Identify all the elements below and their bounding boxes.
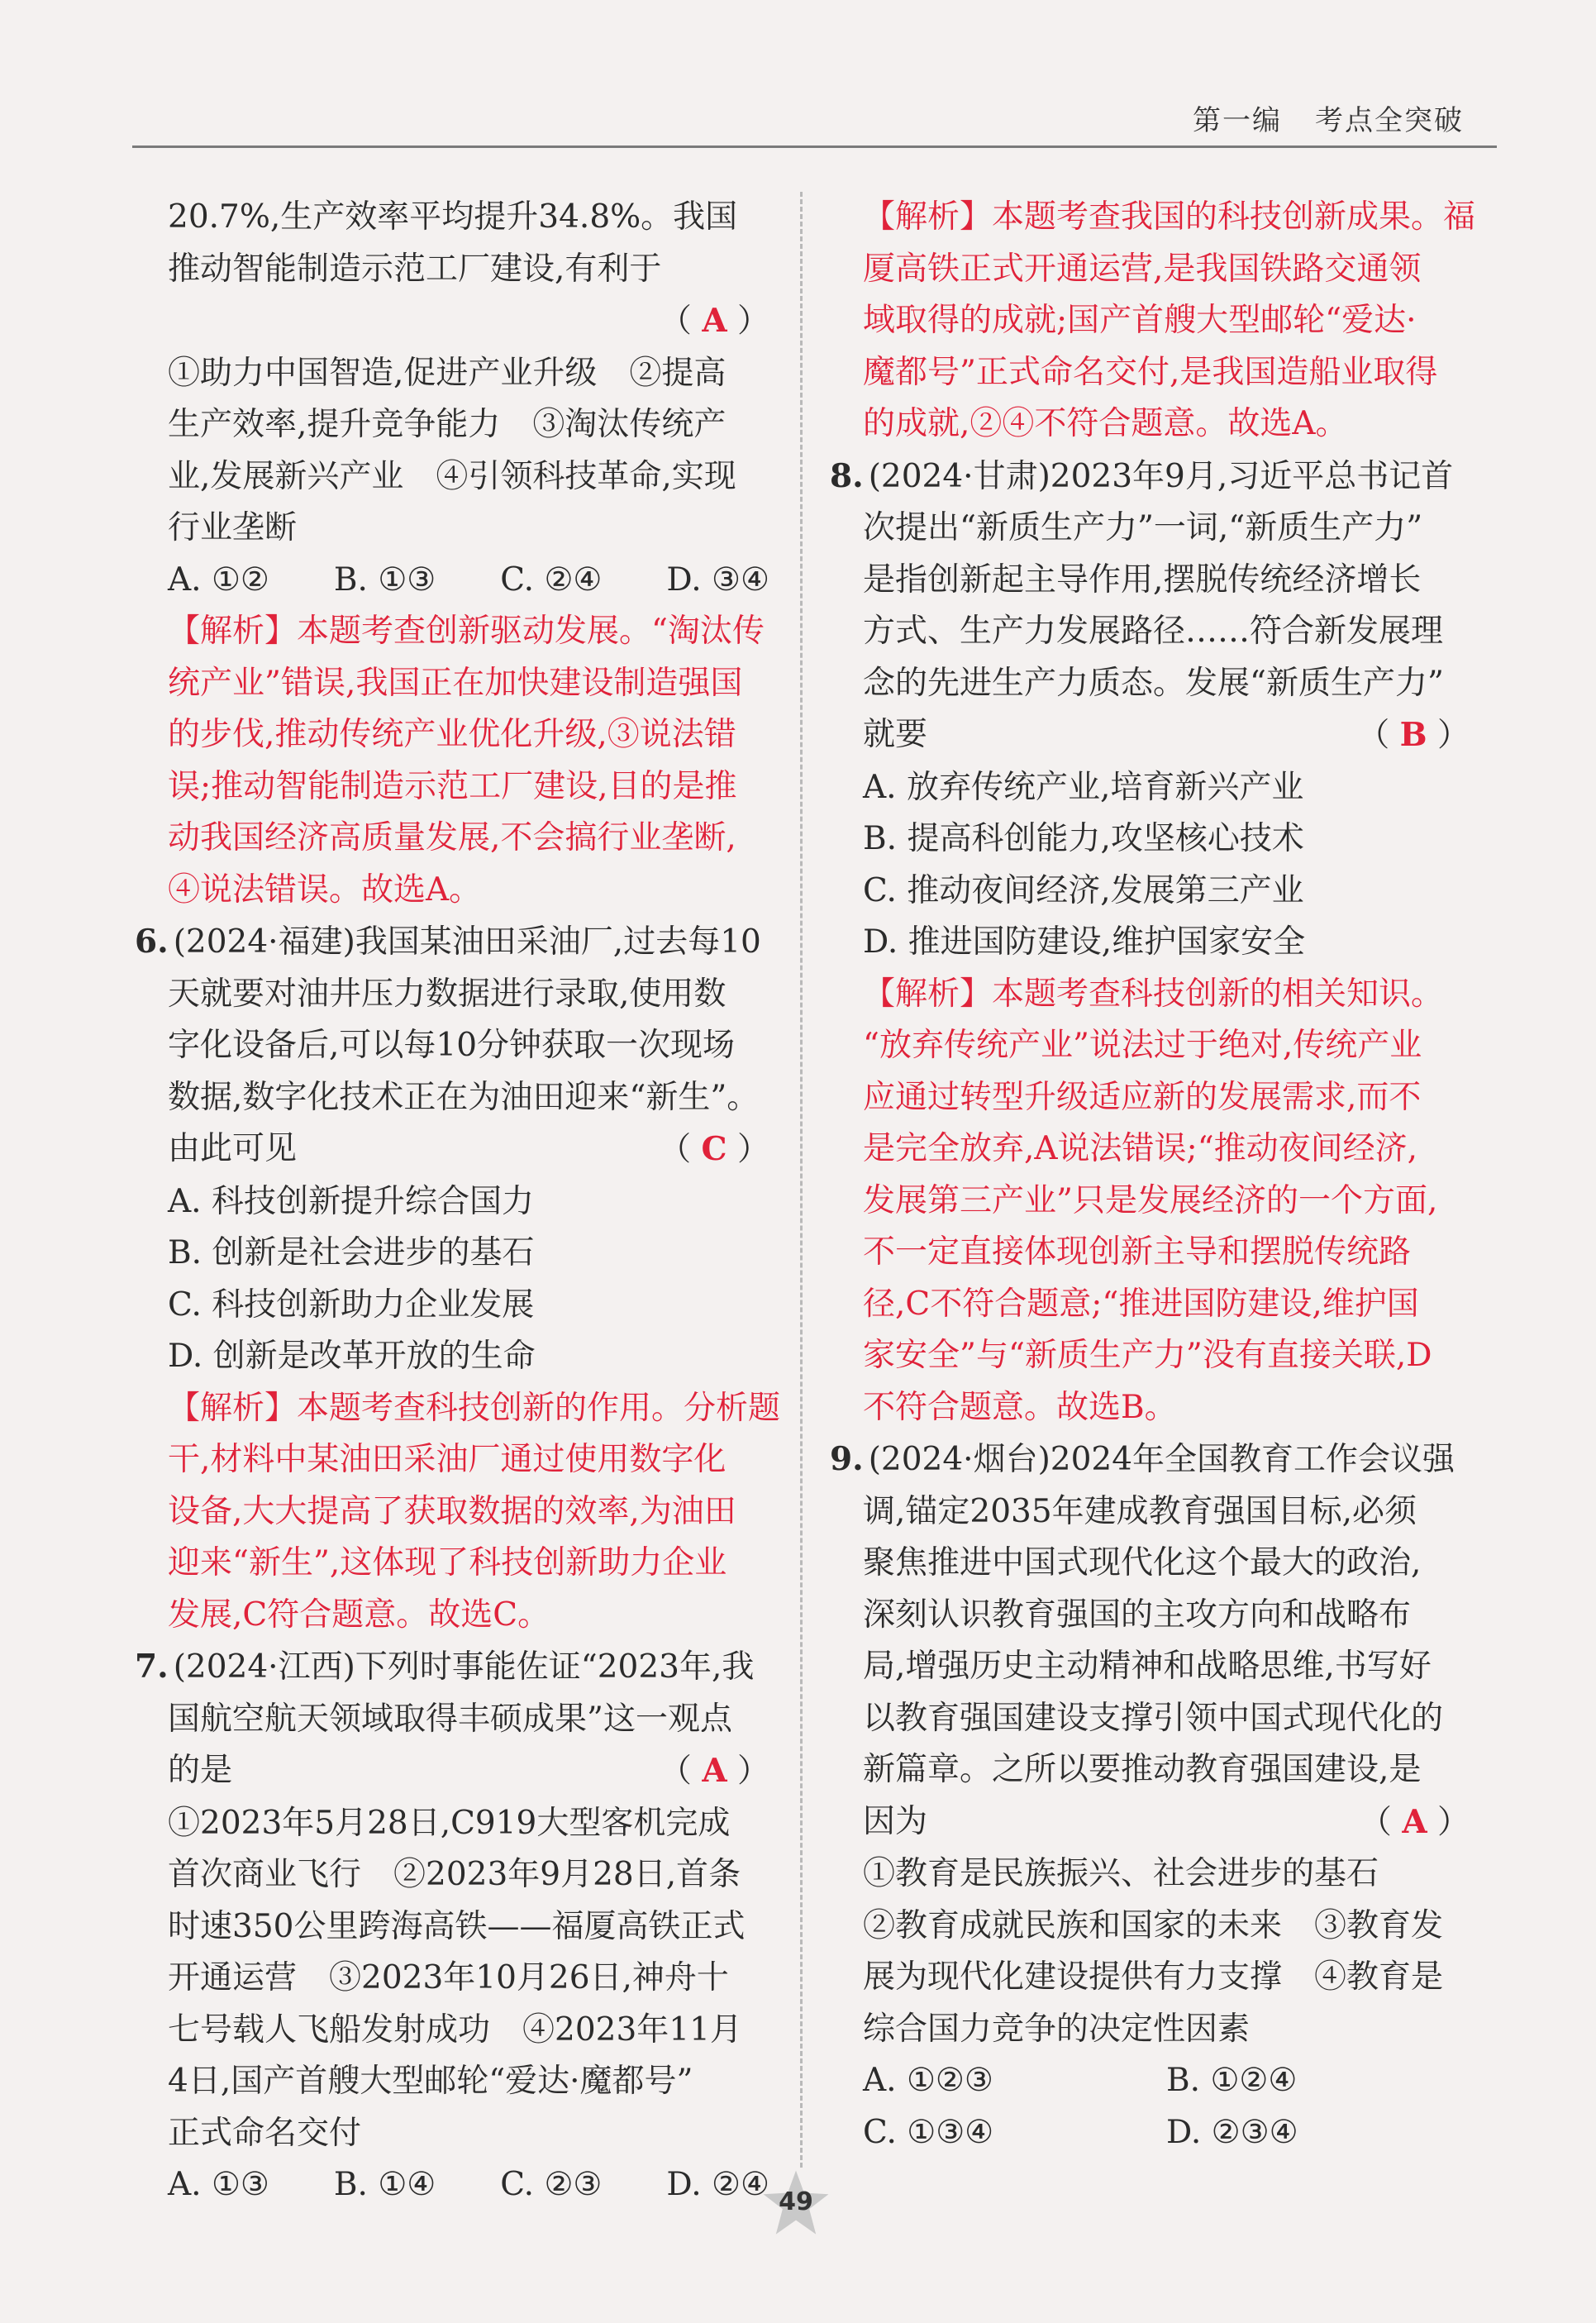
question-text: ①2023年5月28日,C919大型客机完成 bbox=[168, 1804, 731, 1842]
explanation-line bbox=[168, 606, 769, 658]
question-text: 开通运营 ③2023年10月26日,神舟十 bbox=[168, 1959, 729, 1996]
option: A. ①② bbox=[168, 560, 269, 599]
question-number: 6. bbox=[135, 923, 169, 961]
question-text: 新篇章。之所以要推动教育强国建设,是 bbox=[863, 1751, 1422, 1788]
text bbox=[863, 503, 1422, 555]
explanation-line bbox=[863, 192, 1476, 244]
explanation-text: 迎来“新生”,这体现了科技创新助力企业 bbox=[168, 1544, 727, 1581]
explanation-line bbox=[863, 347, 1470, 399]
explanation-line bbox=[863, 1123, 1470, 1176]
explanation-text: ④说法错误。故选A。 bbox=[168, 871, 482, 909]
question-text: 念的先进生产力质态。发展“新质生产力” bbox=[863, 664, 1444, 702]
explanation-line bbox=[168, 761, 769, 813]
answer-letter: C bbox=[701, 1130, 727, 1168]
explanation-text: 【解析】本题考查科技创新的相关知识。 bbox=[863, 975, 1444, 1013]
text-line bbox=[863, 1538, 1470, 1590]
explanation-line bbox=[168, 1538, 769, 1590]
question-text: 就要 bbox=[863, 716, 928, 753]
option-row bbox=[863, 2055, 1470, 2107]
text bbox=[863, 555, 1421, 607]
question-text: 聚焦推进中国式现代化这个最大的政治, bbox=[863, 1544, 1422, 1581]
question-text: 推动智能制造示范工厂建设,有利于 bbox=[168, 250, 662, 288]
text bbox=[168, 1228, 534, 1280]
explanation-line bbox=[863, 1020, 1470, 1072]
explanation-line bbox=[863, 244, 1470, 296]
explanation-text: 动我国经济高质量发展,不会搞行业垄断, bbox=[168, 819, 736, 856]
text-line bbox=[863, 503, 1470, 555]
question-text: 正式命名交付 bbox=[168, 2114, 362, 2152]
header-part: 第一编 bbox=[1193, 104, 1282, 137]
question-line bbox=[135, 1641, 769, 1694]
question-text: 因为 bbox=[863, 1802, 928, 1840]
text bbox=[168, 2108, 361, 2160]
answer-bracket: （ C ） bbox=[659, 1130, 769, 1168]
question-text: 次提出“新质生产力”一词,“新质生产力” bbox=[863, 509, 1423, 546]
question-text: 调,锚定2035年建成教育强国目标,必须 bbox=[863, 1492, 1417, 1530]
text bbox=[863, 813, 1304, 866]
question-text: (2024·烟台)2024年全国教育工作会议强 bbox=[868, 1441, 1455, 1478]
explanation-line bbox=[863, 1176, 1470, 1228]
text-line bbox=[168, 1953, 769, 2005]
text bbox=[863, 606, 1443, 658]
text bbox=[863, 1744, 1421, 1796]
text bbox=[863, 866, 1304, 918]
question-text: C. 推动夜间经济,发展第三产业 bbox=[863, 871, 1304, 909]
question-text: B. 提高科创能力,攻坚核心技术 bbox=[863, 820, 1304, 857]
explanation-line bbox=[863, 398, 1470, 451]
text-line bbox=[168, 2108, 769, 2160]
text-line bbox=[168, 1745, 769, 1798]
question-line bbox=[830, 451, 1470, 503]
question-text: 以教育强国建设支撑引领中国式现代化的 bbox=[863, 1699, 1444, 1737]
question-text: 局,增强历史主动精神和战略思维,书写好 bbox=[863, 1648, 1432, 1685]
text-line bbox=[168, 1331, 769, 1383]
answer-bracket: （ B ） bbox=[1357, 716, 1470, 754]
text bbox=[135, 1641, 755, 1694]
text-line bbox=[863, 1590, 1470, 1642]
text-line bbox=[168, 503, 769, 555]
question-number: 8. bbox=[830, 456, 864, 495]
text-line bbox=[863, 606, 1470, 658]
question-text: D. 推进国防建设,维护国家安全 bbox=[863, 923, 1306, 961]
text-line bbox=[863, 555, 1470, 607]
question-text: B. 创新是社会进步的基石 bbox=[168, 1234, 535, 1271]
option: B. ①③ bbox=[333, 560, 436, 599]
header-title: 考点全突破 bbox=[1315, 104, 1464, 137]
text-line bbox=[168, 1020, 769, 1072]
text bbox=[168, 1745, 232, 1798]
question-text: 首次商业飞行 ②2023年9月28日,首条 bbox=[168, 1856, 741, 1893]
question-text: 国航空航天领域取得丰硕成果”这一观点 bbox=[168, 1700, 732, 1738]
explanation-line bbox=[168, 1590, 769, 1642]
text-line bbox=[863, 1848, 1470, 1901]
question-text: 字化设备后,可以每10分钟获取一次现场 bbox=[168, 1027, 736, 1064]
question-text: 七号载人飞船发射成功 ④2023年11月 bbox=[168, 2011, 742, 2049]
text bbox=[863, 1641, 1432, 1693]
text-line bbox=[168, 1901, 769, 1953]
text bbox=[168, 1901, 745, 1953]
right-column bbox=[830, 192, 1476, 2158]
header-rule bbox=[132, 145, 1497, 148]
answer-bracket: （ A ） bbox=[659, 302, 769, 340]
text bbox=[168, 1176, 534, 1228]
answer-bracket: （ A ） bbox=[1359, 1802, 1470, 1841]
question-text: A. 科技创新提升综合国力 bbox=[168, 1182, 534, 1220]
text bbox=[168, 1953, 729, 2005]
answer-bracket: （ A ） bbox=[659, 1752, 769, 1790]
text bbox=[863, 1693, 1443, 1745]
left-column bbox=[135, 192, 781, 2211]
option-row bbox=[168, 555, 769, 607]
text-line bbox=[863, 1486, 1470, 1538]
explanation-text: 魔都号”正式命名交付,是我国造船业取得 bbox=[863, 353, 1438, 391]
text-line bbox=[863, 813, 1470, 866]
text bbox=[863, 1796, 927, 1849]
text-line bbox=[168, 1694, 769, 1746]
explanation-line bbox=[168, 1434, 769, 1486]
answer-letter: A bbox=[1402, 1802, 1427, 1841]
question-text: 深刻认识教育强国的主攻方向和战略布 bbox=[863, 1596, 1412, 1634]
text-line bbox=[863, 709, 1470, 762]
explanation-line bbox=[168, 865, 769, 917]
explanation-text: 域取得的成就;国产首艘大型邮轮“爱达· bbox=[863, 302, 1417, 339]
column-divider bbox=[800, 192, 803, 2168]
question-text: 由此可见 bbox=[168, 1130, 298, 1167]
explanation-text: 统产业”错误,我国正在加快建设制造强国 bbox=[168, 664, 743, 702]
explanation-text: 的成就,②④不符合题意。故选A。 bbox=[863, 405, 1348, 442]
explanation-text: 不符合题意。故选B。 bbox=[863, 1388, 1177, 1426]
question-text: 展为现代化建设提供有力支撑 ④教育是 bbox=[863, 1958, 1444, 1996]
text-line bbox=[168, 1228, 769, 1280]
text-line bbox=[863, 1901, 1470, 1953]
explanation-line bbox=[168, 1383, 781, 1435]
text bbox=[863, 1590, 1411, 1642]
text-line bbox=[168, 451, 769, 503]
explanation-text: 【解析】本题考查创新驱动发展。“淘汰传 bbox=[168, 613, 765, 650]
option: A. ①③ bbox=[168, 2166, 269, 2203]
text bbox=[168, 1798, 730, 1850]
text-line bbox=[863, 1952, 1470, 2004]
explanation-line bbox=[863, 1072, 1470, 1124]
text-line bbox=[863, 658, 1470, 710]
question-text: 是指创新起主导作用,摆脱传统经济增长 bbox=[863, 560, 1422, 599]
explanation-text: 的步伐,推动传统产业优化升级,③说法错 bbox=[168, 716, 736, 753]
text bbox=[168, 2056, 693, 2108]
text-line bbox=[168, 348, 769, 400]
answer-letter: A bbox=[702, 302, 727, 340]
text-line bbox=[168, 244, 769, 296]
explanation-line bbox=[863, 1330, 1470, 1382]
text bbox=[863, 1538, 1421, 1590]
question-line bbox=[830, 1433, 1470, 1486]
explanation-line bbox=[168, 813, 769, 865]
text bbox=[168, 192, 737, 244]
question-text: (2024·江西)下列时事能佐证“2023年,我 bbox=[173, 1648, 755, 1686]
question-text: C. 科技创新助力企业发展 bbox=[168, 1286, 535, 1324]
option: D. ③④ bbox=[666, 560, 769, 599]
answer-letter: B bbox=[1399, 716, 1427, 754]
option: C. ①③④ bbox=[863, 2113, 994, 2151]
question-text: D. 创新是改革开放的生命 bbox=[168, 1338, 536, 1375]
text bbox=[830, 451, 1454, 503]
explanation-text: 误;推动智能制造示范工厂建设,目的是推 bbox=[168, 767, 737, 805]
text bbox=[168, 1280, 534, 1332]
question-text: ①教育是民族振兴、社会进步的基石 bbox=[863, 1855, 1379, 1892]
question-text: (2024·福建)我国某油田采油厂,过去每10 bbox=[173, 923, 761, 961]
explanation-text: 不一定直接体现创新主导和摆脱传统路 bbox=[863, 1233, 1412, 1271]
text-line bbox=[168, 2005, 769, 2057]
text-line bbox=[863, 762, 1470, 814]
explanation-text: 家安全”与“新质生产力”没有直接关联,D bbox=[863, 1337, 1432, 1374]
question-number: 9. bbox=[830, 1440, 864, 1478]
text-line bbox=[168, 192, 769, 244]
text bbox=[168, 503, 297, 555]
explanation-text: 是完全放弃,A说法错误;“推动夜间经济, bbox=[863, 1130, 1418, 1167]
text bbox=[863, 917, 1305, 969]
text bbox=[135, 916, 761, 969]
text-line bbox=[168, 295, 769, 348]
option: C. ②③ bbox=[500, 2166, 603, 2203]
question-text: 生产效率,提升竞争能力 ③淘汰传统产 bbox=[168, 406, 727, 443]
text-line bbox=[863, 1796, 1470, 1849]
question-text: 方式、生产力发展路径……符合新发展理 bbox=[863, 613, 1444, 650]
text bbox=[863, 2004, 1250, 2056]
explanation-line bbox=[168, 1486, 769, 1538]
page-header bbox=[1160, 98, 1464, 138]
text-line bbox=[863, 2004, 1470, 2056]
question-text: ②教育成就民族和国家的未来 ③教育发 bbox=[863, 1906, 1444, 1944]
explanation-line bbox=[863, 969, 1470, 1021]
explanation-line bbox=[863, 295, 1470, 347]
question-text: 天就要对油井压力数据进行录取,使用数 bbox=[168, 975, 727, 1013]
explanation-text: 厦高铁正式开通运营,是我国铁路交通领 bbox=[863, 250, 1422, 288]
explanation-line bbox=[168, 709, 769, 761]
text bbox=[863, 709, 927, 762]
question-text: 综合国力竞争的决定性因素 bbox=[863, 2010, 1251, 2048]
explanation-line bbox=[863, 1227, 1470, 1279]
option: D. ②③④ bbox=[1166, 2113, 1298, 2151]
question-text: 行业垄断 bbox=[168, 509, 298, 546]
answer-letter: A bbox=[702, 1752, 727, 1790]
text-line bbox=[863, 866, 1470, 918]
explanation-text: 【解析】本题考查我国的科技创新成果。福 bbox=[863, 198, 1476, 236]
question-text: 20.7%,生产效率平均提升34.8%。我国 bbox=[168, 198, 738, 236]
question-text: ①助力中国智造,促进产业升级 ②提高 bbox=[168, 354, 727, 392]
page-number: 49 bbox=[779, 2187, 813, 2216]
text bbox=[863, 762, 1303, 814]
text bbox=[863, 1486, 1417, 1538]
text bbox=[168, 348, 726, 400]
text-line bbox=[168, 399, 769, 451]
question-text: (2024·甘肃)2023年9月,习近平总书记首 bbox=[868, 457, 1454, 495]
text-line bbox=[863, 1744, 1470, 1796]
text-line bbox=[168, 1280, 769, 1332]
explanation-text: 应通过转型升级适应新的发展需求,而不 bbox=[863, 1078, 1422, 1116]
text-line bbox=[863, 1641, 1470, 1693]
explanation-text: 发展,C符合题意。故选C。 bbox=[168, 1596, 550, 1634]
explanation-line bbox=[863, 1279, 1470, 1331]
option: C. ②④ bbox=[500, 560, 603, 599]
question-number: 7. bbox=[135, 1648, 169, 1686]
text bbox=[863, 658, 1444, 710]
text-line bbox=[168, 1176, 769, 1228]
text-line bbox=[168, 1849, 769, 1901]
text bbox=[863, 1901, 1443, 1953]
option: D. ②④ bbox=[666, 2166, 769, 2203]
text bbox=[168, 1331, 536, 1383]
text-line bbox=[863, 917, 1470, 969]
explanation-text: 设备,大大提高了获取数据的效率,为油田 bbox=[168, 1492, 736, 1530]
text bbox=[168, 1694, 732, 1746]
text bbox=[168, 1020, 735, 1072]
question-text: 的是 bbox=[168, 1752, 233, 1789]
option: B. ①②④ bbox=[1166, 2062, 1298, 2099]
explanation-text: 干,材料中某油田采油厂通过使用数字化 bbox=[168, 1441, 727, 1478]
explanation-text: “放弃传统产业”说法过于绝对,传统产业 bbox=[863, 1027, 1422, 1064]
text-line bbox=[168, 1798, 769, 1850]
explanation-text: 径,C不符合题意;“推进国防建设,维护国 bbox=[863, 1285, 1419, 1323]
question-text: 时速350公里跨海高铁——福厦高铁正式 bbox=[168, 1907, 746, 1945]
text-line bbox=[863, 1693, 1470, 1745]
text bbox=[168, 1072, 759, 1124]
question-text: 数据,数字化技术正在为油田迎来“新生”。 bbox=[168, 1078, 760, 1116]
text-line bbox=[168, 1072, 769, 1124]
option: B. ①④ bbox=[333, 2166, 436, 2203]
text bbox=[168, 1849, 741, 1901]
question-text: A. 放弃传统产业,培育新兴产业 bbox=[863, 768, 1304, 806]
question-text: 业,发展新兴产业 ④引领科技革命,实现 bbox=[168, 457, 736, 495]
explanation-line bbox=[863, 1382, 1470, 1434]
text bbox=[863, 1952, 1443, 2004]
text bbox=[168, 399, 726, 451]
text bbox=[830, 1433, 1455, 1486]
text-line bbox=[168, 1123, 769, 1176]
explanation-line bbox=[168, 658, 769, 710]
option-row bbox=[168, 2159, 769, 2211]
text bbox=[168, 244, 661, 296]
question-text: 4日,国产首艘大型邮轮“爱达·魔都号” bbox=[168, 2063, 693, 2100]
option-row bbox=[863, 2107, 1470, 2159]
text bbox=[168, 2005, 742, 2057]
text bbox=[168, 1123, 297, 1176]
text-line bbox=[168, 969, 769, 1021]
explanation-text: 发展第三产业”只是发展经济的一个方面, bbox=[863, 1181, 1438, 1219]
text bbox=[168, 969, 726, 1021]
text-line bbox=[168, 2056, 769, 2108]
option: A. ①②③ bbox=[863, 2062, 993, 2099]
explanation-text: 【解析】本题考查科技创新的作用。分析题 bbox=[168, 1389, 781, 1427]
question-line bbox=[135, 916, 769, 969]
text bbox=[863, 1848, 1379, 1901]
text bbox=[168, 451, 736, 503]
